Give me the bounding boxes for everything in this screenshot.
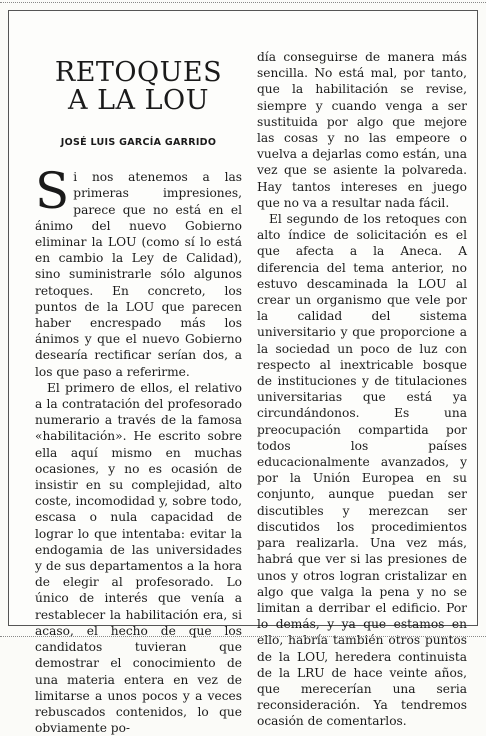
clipping-edge-bottom: [0, 636, 486, 637]
clipping-edge-top: [0, 2, 486, 3]
left-column: [35, 11, 242, 736]
paragraph-1: [35, 162, 242, 380]
paragraph-4: El segundo de los retoques con alto índice de solicitación es el que afecta a la Aneca. A diferencia del tema anterior, no estuvo descaminada la LOU al crear un organismo que vele por la calidad del sistema universitario y que proporcione a la sociedad un poco de luz con respecto al inextricable bosque de instituciones y de titulaciones universitarias que está ya circundándonos. Es una preocupación compartida por todos los países educacionalmente avanzados, y por la Unión Europea en su conjunto, aunque puedan ser discutibles y merezcan ser discutidos los procedimientos para realizarla. Una vez más, habrá que ver si las presiones de unos y otros logran cristalizar en algo que valga la pena y no se limitan a derribar el edificio. Por lo demás, y ya que estamos en ello, habría también otros puntos de la LOU, heredera continuista de la LRU de hace veinte años, que merecerían una seria reconsideración. Ya tendremos ocasión de comentarlos.: [257, 212, 467, 729]
paragraph-3: día conseguirse de manera más sencilla. No está mal, por tanto, que la habilitación se revise, siempre y cuando venga a ser sustituida por algo que mejore las cosas y no las empeore o vuelva a dejarlas como están, una vez que se asiente la polvareda. Hay tantos intereses en juego que no va a resultar nada fácil.: [257, 50, 467, 210]
drop-cap: S: [35, 162, 70, 221]
headline: RETOQUES A LA LOU: [54, 57, 223, 116]
right-column: [257, 49, 467, 730]
paragraph-1-text: i nos atenemos a las primeras impresiones, parece que no está en el ánimo del nuevo Gobierno eliminar la LOU (como sí lo está en cambio la Ley de Calidad), sino suministrarle sólo algunos retoques. En concreto, los puntos de la LOU que parecen haber encrespado más los ánimos y que el nuevo Gobierno desearía rectificar serían dos, a los que paso a referirme.: [35, 170, 242, 379]
byline: JOSÉ LUIS GARCÍA GARRIDO: [60, 137, 217, 148]
newspaper-clipping: [8, 10, 478, 736]
paragraph-2: El primero de ellos, el relativo a la contratación del profesorado numerario a través de la famosa «habilitación». He escrito sobre ella aquí mismo en muchas ocasiones, y no es ocasión de insistir en su complejidad, alto coste, incomodidad y, sobre todo, escasa o nula capacidad de lograr lo que intentaba: evitar la endogamia de las universidades y de sus departamentos a la hora de elegir al profesorado. Lo único de interés que venía a restablecer la habilitación era, si acaso, el hecho de que los candidatos tuvieran que demostrar el conocimiento de una materia entera en vez de limitarse a unos pocos y a veces rebuscados contenidos, lo que obviamente po-: [35, 380, 242, 736]
